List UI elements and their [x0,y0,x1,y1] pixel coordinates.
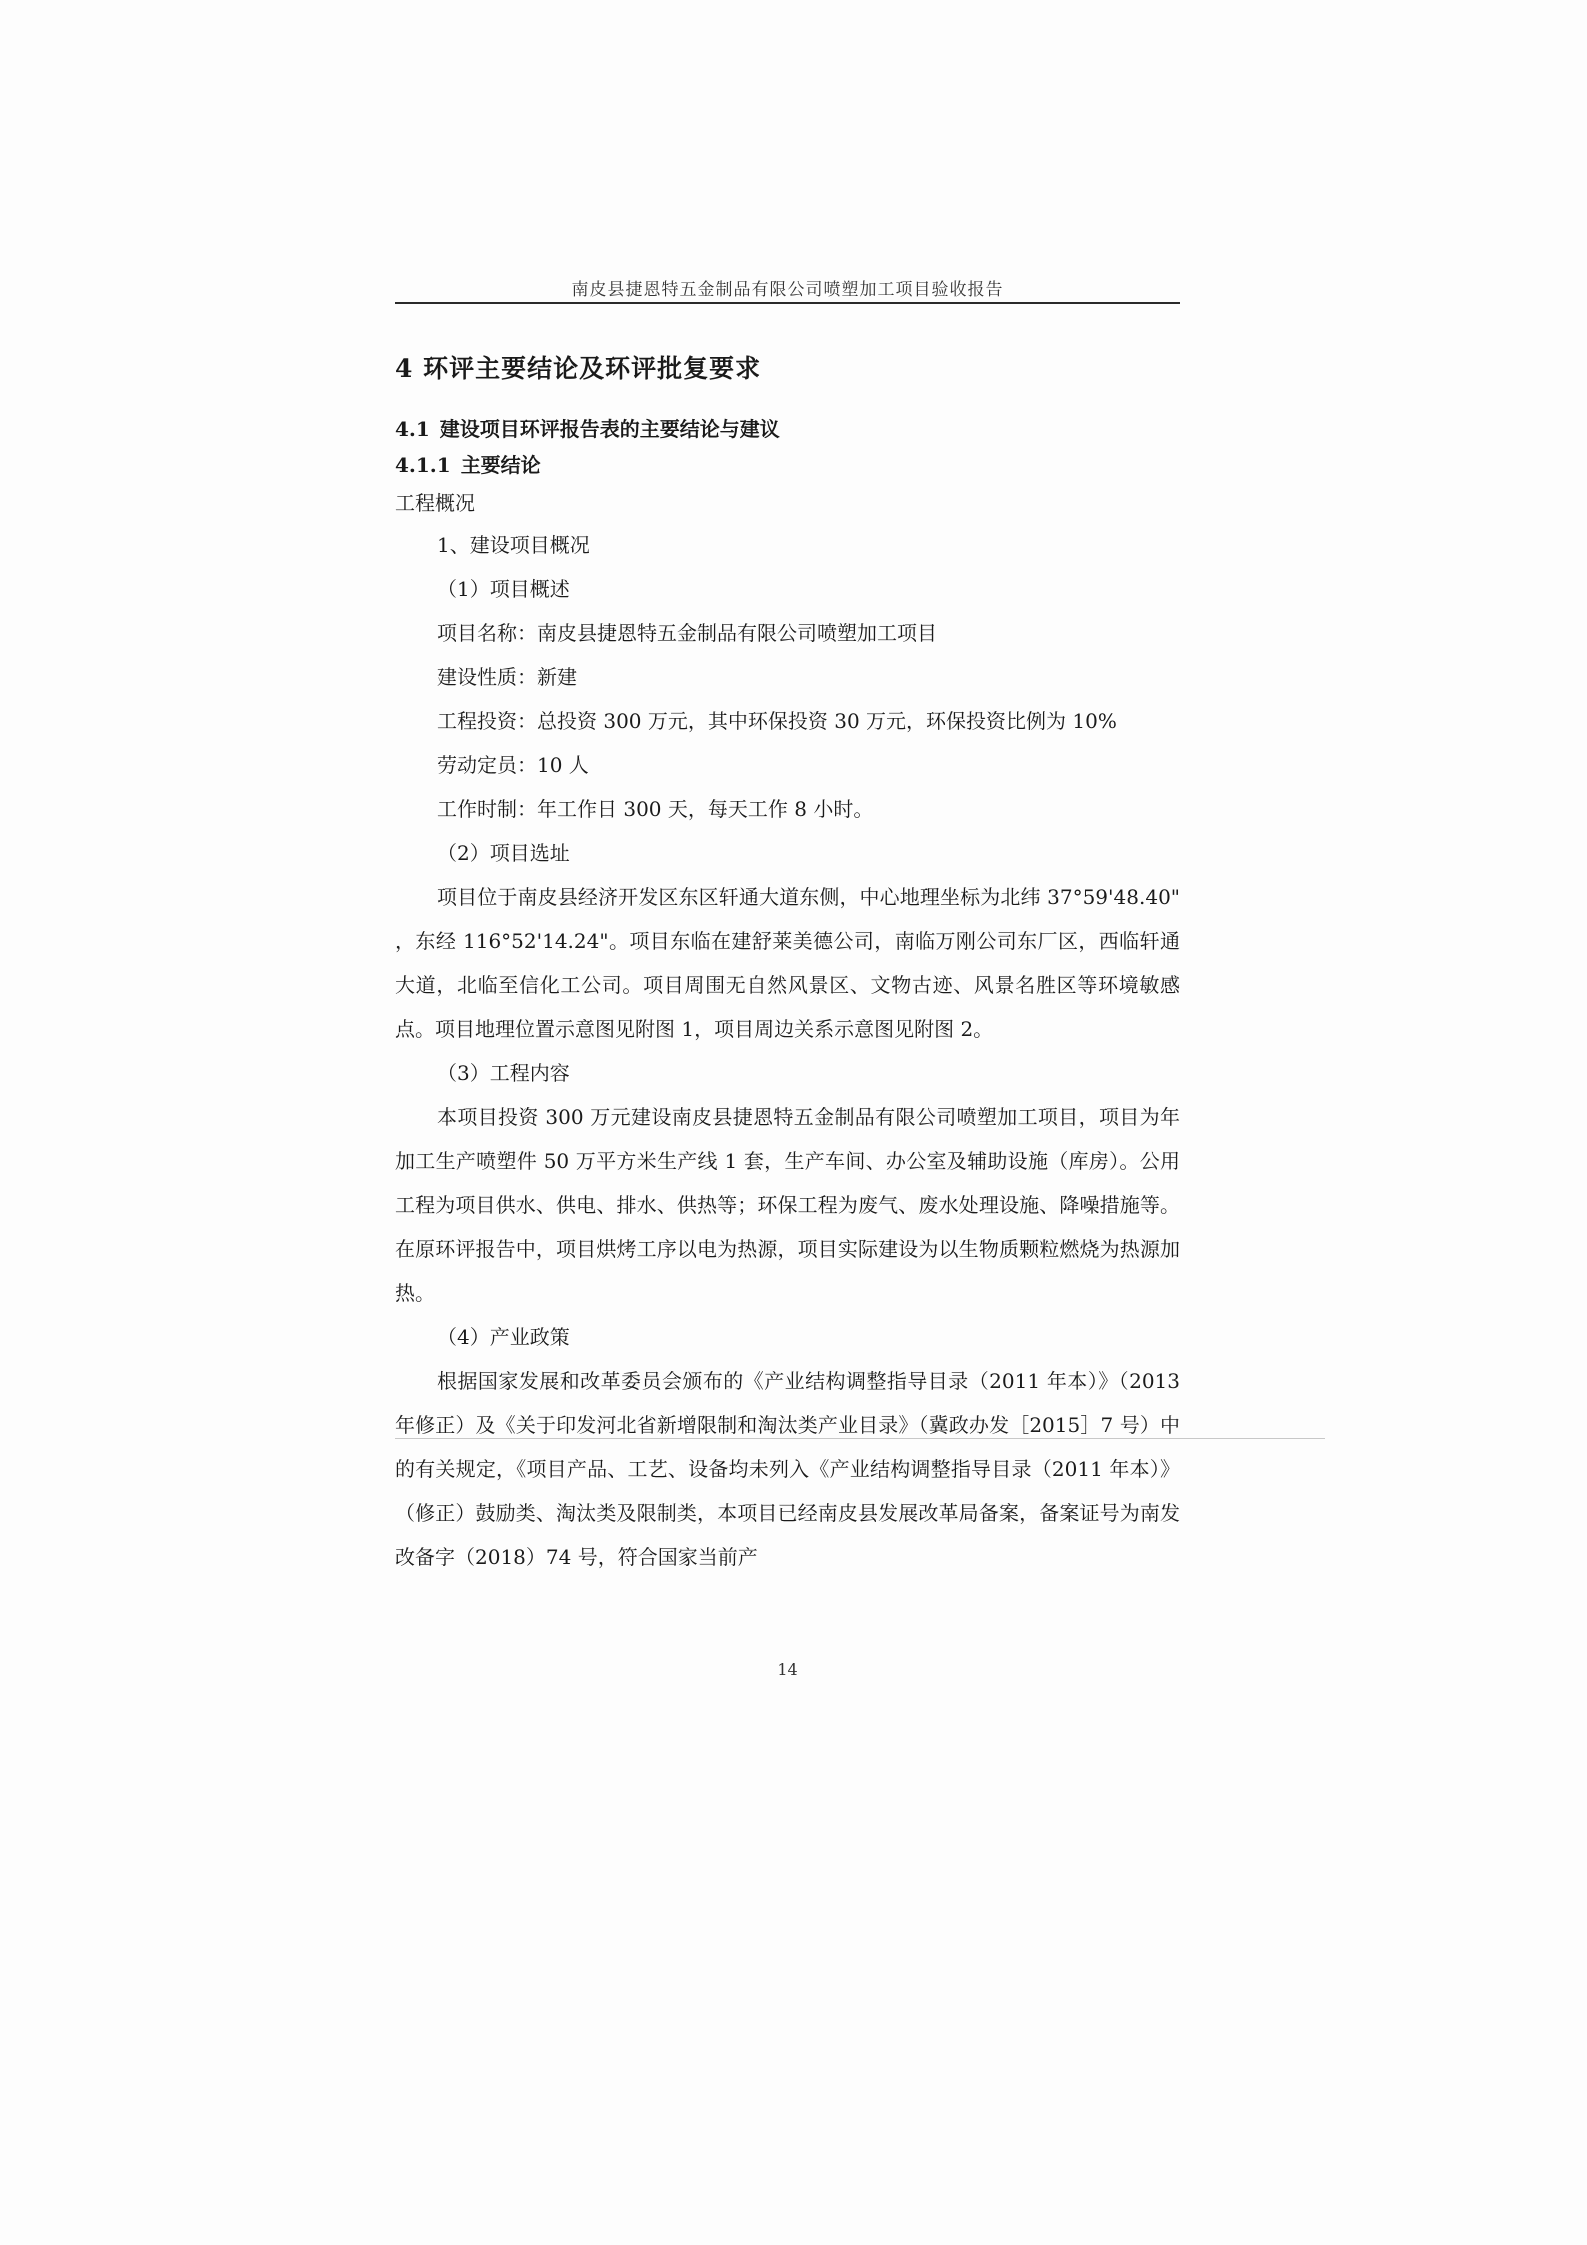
subheading-project-content: （3）工程内容 [437,1061,570,1085]
chapter-number: 4 [395,354,414,383]
subheading-site-selection: （2）项目选址 [437,841,570,865]
section-title: 建设项目环评报告表的主要结论与建议 [439,417,780,441]
chapter-title: 环评主要结论及环评批复要求 [423,354,762,383]
subsection-heading [395,447,1180,483]
section-heading [395,411,1180,447]
policy-paragraph: 根据国家发展和改革委员会颁布的《产业结构调整指导目录（2011 年本）》（2013 年修正）及《关于印发河北省新增限制和淘汰类产业目录》（冀政办发［2015］7 号）中的有关规定，《项目产品、工艺、设备均未列入《产业结构调整指导目录（2011 年本）》（修正）鼓励类、淘汰类及限制类，本项目已经南皮县发展改革局备案，备案证号为南发改备字（2018）74 号，符合国家当前产 [395,1369,1180,1569]
investment-line: 工程投资：总投资 300 万元，其中环保投资 30 万元，环保投资比例为 10% [437,709,1117,733]
page-number: 14 [777,1660,798,1679]
construction-nature-line: 建设性质：新建 [437,665,577,689]
subheading-project-overview: （1）项目概述 [437,577,570,601]
overview-heading: 工程概况 [395,491,475,515]
location-paragraph: 项目位于南皮县经济开发区东区轩通大道东侧，中心地理坐标为北纬 37°59'48.40" ，东经 116°52'14.24"。项目东临在建舒莱美德公司，南临万刚公司东厂区，西临轩通大道，北临至信化工公司。项目周围无自然风景区、文物古迹、风景名胜区等环境敏感点。项目地理位置示意图见附图 1，项目周边关系示意图见附图 2。 [395,885,1180,1041]
subheading-industrial-policy: （4）产业政策 [437,1325,570,1349]
subsection-title: 主要结论 [460,453,541,477]
work-schedule-line: 工作时制：年工作日 300 天，每天工作 8 小时。 [437,797,874,821]
project-name-line: 项目名称：南皮县捷恩特五金制品有限公司喷塑加工项目 [437,621,937,645]
section-number: 4.1 [395,417,430,441]
item-heading-1: 1、建设项目概况 [437,533,590,557]
content-paragraph: 本项目投资 300 万元建设南皮县捷恩特五金制品有限公司喷塑加工项目，项目为年加工生产喷塑件 50 万平方米生产线 1 套，生产车间、办公室及辅助设施（库房）。公用工程为项目供水、供电、排水、供热等；环保工程为废气、废水处理设施、降噪措施等。在原环评报告中，项目烘烤工序以电为热源，项目实际建设为以生物质颗粒燃烧为热源加热。 [395,1105,1180,1305]
scan-line-mark [395,1438,1325,1439]
staff-line: 劳动定员：10 人 [437,753,589,777]
chapter-heading [395,345,1180,393]
subsection-number: 4.1.1 [395,453,451,477]
page-content [395,345,1180,1579]
running-header: 南皮县捷恩特五金制品有限公司喷塑加工项目验收报告 [571,280,1004,300]
header-rule [395,302,1180,304]
